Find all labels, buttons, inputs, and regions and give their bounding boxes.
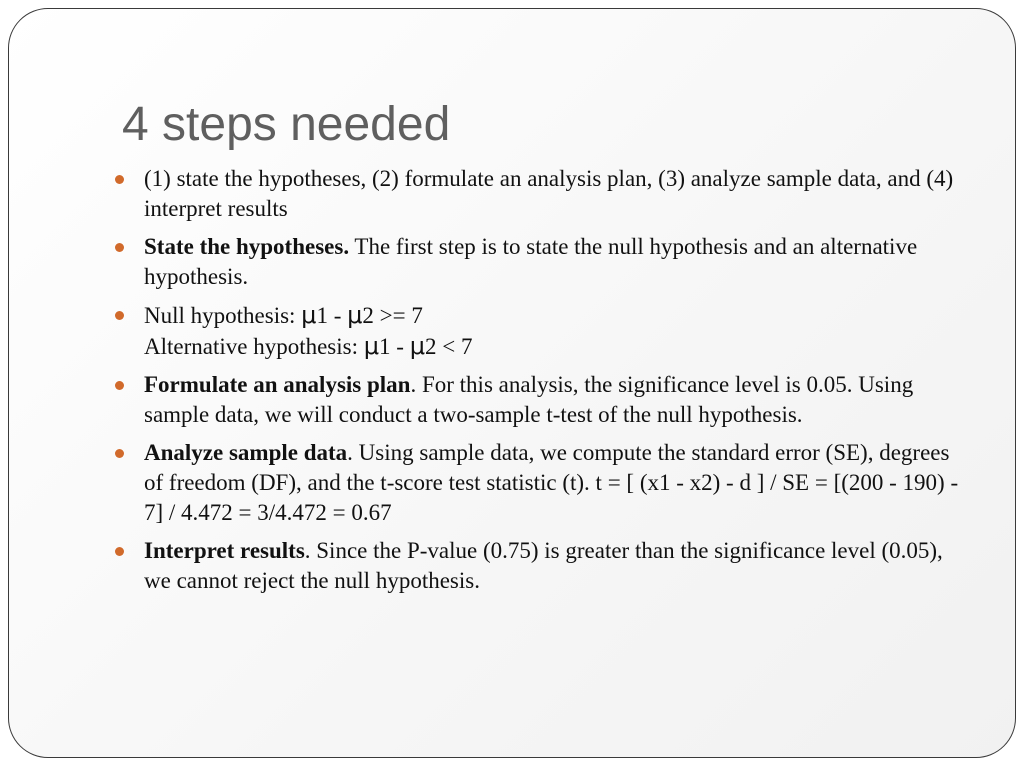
bullet-interpret-results (113, 536, 963, 596)
alternative-hypothesis-part: 2 < 7 (424, 334, 473, 359)
alternative-hypothesis-label: Alternative hypothesis: (144, 334, 364, 359)
bullet-heading: State the hypotheses. (144, 234, 350, 259)
alternative-hypothesis-part: 1 - (379, 334, 410, 359)
bullet-text: (1) state the hypotheses, (2) formulate an analysis plan, (3) analyze sample data, and (4) interpret results (144, 166, 954, 221)
null-hypothesis-part: 2 >= 7 (362, 303, 423, 328)
bullet-marker-icon (115, 311, 124, 320)
bullet-heading: Analyze sample data (144, 440, 348, 465)
bullet-marker-icon (115, 175, 124, 184)
bullet-marker-icon (115, 243, 124, 252)
bullet-text: . Since the P-value (0.75) is greater than the significance level (0.05), we cannot reject the null hypothesis. (144, 538, 943, 593)
mu-symbol: μ (363, 332, 380, 360)
bullet-text: . For this analysis, the significance level is 0.05. Using sample data, we will conduct a two-sample t-test of the null hypothesis. (144, 372, 914, 427)
bullet-heading: Interpret results (144, 538, 305, 563)
bullet-marker-icon (115, 547, 124, 556)
bullet-steps-overview (113, 164, 963, 224)
bullet-text: The first step is to state the null hypothesis and an alternative hypothesis. (144, 234, 918, 289)
null-hypothesis-part: 1 - (316, 303, 348, 328)
bullet-analyze-data (113, 438, 963, 528)
null-hypothesis-label: Null hypothesis: (144, 303, 302, 328)
bullet-analysis-plan (113, 370, 963, 430)
bullet-hypotheses-definition (113, 300, 963, 362)
slide-title: 4 steps needed (122, 98, 451, 151)
bullet-state-hypotheses (113, 232, 963, 292)
mu-symbol: μ (347, 301, 363, 329)
bullet-marker-icon (115, 449, 124, 458)
bullet-heading: Formulate an analysis plan (144, 372, 411, 397)
bullet-marker-icon (115, 381, 124, 390)
null-hypothesis-line (144, 300, 963, 331)
alternative-hypothesis-line (144, 331, 963, 362)
bullet-text: . Using sample data, we compute the standard error (SE), degrees of freedom (DF), and the t-score test statistic (t). t = [ (x1 - x2) - d ] / SE = [(200 - 190) - 7] / 4.472 = 3/4.472 = 0.67 (144, 440, 959, 525)
mu-symbol: μ (409, 332, 425, 360)
mu-symbol: μ (301, 301, 317, 329)
bullet-list (113, 164, 963, 604)
